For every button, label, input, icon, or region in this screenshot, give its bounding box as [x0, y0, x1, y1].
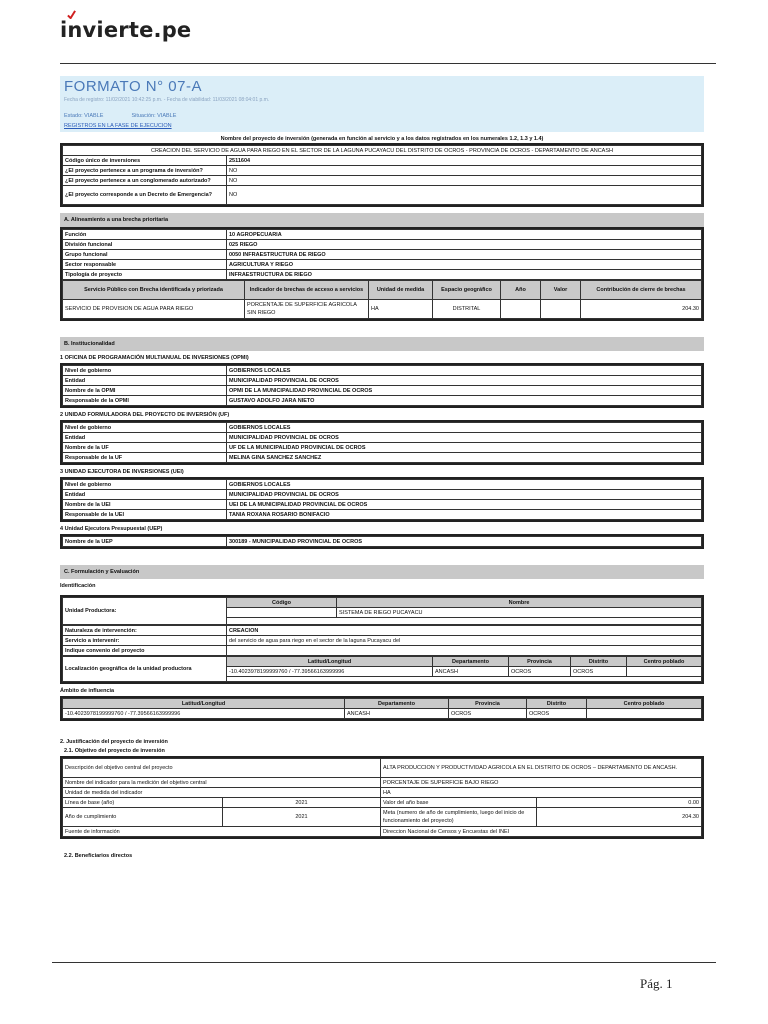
cell: 204.30 — [581, 300, 702, 319]
table-row — [63, 537, 702, 547]
header-cell: Departamento — [345, 699, 449, 709]
cell: SERVICIO DE PROVISION DE AGUA PARA RIEGO — [63, 300, 245, 319]
value-cell: TANIA ROXANA ROSARIO BONIFACIO — [227, 510, 702, 520]
label-cell: Nivel de gobierno — [63, 480, 227, 490]
label-cell: Año de cumplimiento — [63, 808, 223, 827]
value-cell: Direccion Nacional de Censos y Encuestas del INEI — [381, 827, 702, 837]
table-row — [63, 778, 702, 788]
value-cell: GUSTAVO ADOLFO JARA NIETO — [227, 396, 702, 406]
table-row — [63, 166, 702, 176]
cell: OCROS — [509, 667, 571, 677]
cell: OCROS — [449, 709, 527, 719]
label-cell: Nombre de la UEP — [63, 537, 227, 547]
form-header — [60, 76, 704, 132]
table-row — [63, 366, 702, 376]
table-row — [63, 808, 702, 827]
table-row — [63, 646, 702, 656]
table-row — [63, 480, 702, 490]
table-row — [63, 827, 702, 837]
form-dates: Fecha de registro: 11/02/2021 10:42:25 p.m. - Fecha de viabilidad: 11/03/2021 08:04:01 p.m. — [64, 97, 270, 103]
unidad-productora-table — [62, 597, 702, 625]
identificacion-frame — [60, 595, 704, 684]
section-a-frame — [60, 227, 704, 321]
situacion-text: Situación: VIABLE — [131, 113, 177, 119]
project-name-caption: Nombre del proyecto de inversión (generada en función al servicio y a los datos registrados en los numerales 1.2, 1.3 y 1.4) — [220, 136, 544, 142]
value-cell: 300189 - MUNICIPALIDAD PROVINCIAL DE OCROS — [227, 537, 702, 547]
cell: OCROS — [527, 709, 587, 719]
table-row — [63, 709, 702, 719]
header-cell: Nombre — [337, 598, 702, 608]
value-cell: NO — [227, 176, 702, 186]
section-c-title: C. Formulación y Evaluación — [60, 565, 704, 579]
logo-text: invierte.pe — [60, 18, 192, 42]
section-b-title: B. Institucionalidad — [60, 337, 704, 351]
table-row — [63, 626, 702, 636]
uei-title: 3 UNIDAD EJECUTORA DE INVERSIONES (UEI) — [60, 469, 184, 475]
table-row — [63, 453, 702, 463]
header-cell: Contribución de cierre de brechas — [581, 281, 702, 300]
table-row — [63, 798, 702, 808]
label-cell: Nombre de la OPMI — [63, 386, 227, 396]
label-cell: Nombre del indicador para la medición del objetivo central — [63, 778, 381, 788]
header-cell: Centro poblado — [627, 657, 702, 667]
label-cell: Descripción del objetivo central del proyecto — [63, 759, 381, 778]
formato-sheet — [60, 76, 704, 861]
label-cell: Servicio a intervenir: — [63, 636, 227, 646]
table-row — [63, 260, 702, 270]
cell — [587, 709, 702, 719]
project-name-row — [63, 146, 702, 156]
spacer-cell — [227, 618, 702, 625]
label-cell: Valor del año base — [381, 798, 537, 808]
value-cell: 025 RIEGO — [227, 240, 702, 250]
ambito-table — [62, 698, 702, 719]
label-cell: Responsable de la OPMI — [63, 396, 227, 406]
label-cell: ¿El proyecto corresponde a un Decreto de Emergencia? — [63, 186, 227, 205]
value-cell: INFRAESTRUCTURA DE RIEGO — [227, 270, 702, 280]
table-row — [63, 500, 702, 510]
value-cell: 0050 INFRAESTRUCTURA DE RIEGO — [227, 250, 702, 260]
header-cell: Departamento — [433, 657, 509, 667]
label-cell: Nivel de gobierno — [63, 366, 227, 376]
value-cell: MUNICIPALIDAD PROVINCIAL DE OCROS — [227, 433, 702, 443]
value-cell: GOBIERNOS LOCALES — [227, 423, 702, 433]
table-row — [63, 240, 702, 250]
label-cell: Responsable de la UEI — [63, 510, 227, 520]
label-cell: ¿El proyecto pertenece a un programa de inversión? — [63, 166, 227, 176]
general-table — [62, 145, 702, 205]
value-cell: GOBIERNOS LOCALES — [227, 480, 702, 490]
label-cell: Nombre de la UF — [63, 443, 227, 453]
cell: HA — [369, 300, 433, 319]
cell — [541, 300, 581, 319]
value-cell: NO — [227, 166, 702, 176]
table-row — [63, 176, 702, 186]
value-cell: CREACION — [227, 626, 702, 636]
uep-frame — [60, 534, 704, 549]
label-cell: Grupo funcional — [63, 250, 227, 260]
cell: ANCASH — [345, 709, 449, 719]
table-row — [63, 386, 702, 396]
section-a-title: A. Alineamiento a una brecha prioritaria — [60, 213, 704, 227]
header-cell: Latitud/Longitud — [227, 657, 433, 667]
table-row — [63, 156, 702, 166]
header-cell: Provincia — [509, 657, 571, 667]
label-cell: Localización geográfica de la unidad productora — [63, 657, 227, 682]
value-cell: 2021 — [223, 798, 381, 808]
ambito-frame — [60, 696, 704, 721]
header-cell: Valor — [541, 281, 581, 300]
beneficiarios-title: 2.2. Beneficiarios directos — [64, 853, 133, 859]
cell — [501, 300, 541, 319]
uf-table — [62, 422, 702, 463]
objetivo-frame — [60, 756, 704, 839]
value-cell — [227, 646, 702, 656]
label-cell: Unidad de medida del indicador — [63, 788, 381, 798]
uep-table — [62, 536, 702, 547]
cell — [227, 608, 337, 618]
brecha-header-row — [63, 281, 702, 300]
label-cell: Indique convenio del proyecto — [63, 646, 227, 656]
invierte-logo — [60, 18, 191, 42]
table-row — [63, 636, 702, 646]
value-cell: UEI DE LA MUNICIPALIDAD PROVINCIAL DE OCROS — [227, 500, 702, 510]
label-cell: Responsable de la UF — [63, 453, 227, 463]
label-cell: Meta (numero de año de cumplimiento, luego del inicio de funcionamiento del proyecto) — [381, 808, 537, 827]
label-cell: Nivel de gobierno — [63, 423, 227, 433]
table-row — [63, 376, 702, 386]
label-cell: Entidad — [63, 490, 227, 500]
uf-title: 2 UNIDAD FORMULADORA DEL PROYECTO DE INVERSIÓN (UF) — [60, 412, 230, 418]
header-rule — [60, 63, 716, 64]
footer-rule — [52, 962, 716, 963]
table-row — [63, 250, 702, 260]
objetivo-table — [62, 758, 702, 837]
justificacion-title: 2. Justificación del proyecto de inversión — [60, 739, 168, 745]
value-cell: PORCENTAJE DE SUPERFICIE BAJO RIEGO — [381, 778, 702, 788]
table-row — [63, 423, 702, 433]
form-status — [64, 113, 204, 119]
header-cell: Indicador de brechas de acceso a servicios — [245, 281, 369, 300]
value-cell: OPMI DE LA MUNICIPALIDAD PROVINCIAL DE OCROS — [227, 386, 702, 396]
table-row — [63, 788, 702, 798]
value-cell: MUNICIPALIDAD PROVINCIAL DE OCROS — [227, 376, 702, 386]
table-row — [63, 230, 702, 240]
table-row — [63, 598, 702, 608]
value-cell: NO — [227, 186, 702, 205]
table-row — [63, 433, 702, 443]
cell: DISTRITAL — [433, 300, 501, 319]
cell: -10.4023978199999760 / -77.39566163999996 — [63, 709, 345, 719]
value-cell: HA — [381, 788, 702, 798]
value-cell: GOBIERNOS LOCALES — [227, 366, 702, 376]
alineamiento-table — [62, 229, 702, 280]
value-cell: 204.30 — [537, 808, 702, 827]
intervencion-table — [62, 625, 702, 656]
header-cell: Latitud/Longitud — [63, 699, 345, 709]
label-cell: División funcional — [63, 240, 227, 250]
label-cell: Fuente de información — [63, 827, 381, 837]
label-cell: Función — [63, 230, 227, 240]
label-cell: Entidad — [63, 433, 227, 443]
table-row — [63, 396, 702, 406]
spacer-cell — [227, 677, 702, 682]
value-cell: AGRICULTURA Y RIEGO — [227, 260, 702, 270]
ambito-title: Ámbito de influencia — [60, 688, 115, 694]
cell: PORCENTAJE DE SUPERFICIE AGRICOLA SIN RIEGO — [245, 300, 369, 319]
objetivo-title: 2.1. Objetivo del proyecto de inversión — [64, 748, 165, 754]
table-row — [63, 510, 702, 520]
brecha-row — [63, 300, 702, 319]
label-cell: Naturaleza de intervención: — [63, 626, 227, 636]
header-cell: Distrito — [571, 657, 627, 667]
cell: ANCASH — [433, 667, 509, 677]
value-cell: UF DE LA MUNICIPALIDAD PROVINCIAL DE OCROS — [227, 443, 702, 453]
table-row — [63, 759, 702, 778]
value-cell: 10 AGROPECUARIA — [227, 230, 702, 240]
logo-mark-icon — [67, 10, 76, 19]
page-number: Pág. 1 — [640, 976, 673, 991]
opmi-frame — [60, 363, 704, 408]
label-cell: ¿El proyecto pertenece a un conglomerado autorizado? — [63, 176, 227, 186]
header-cell: Código — [227, 598, 337, 608]
value-cell: MUNICIPALIDAD PROVINCIAL DE OCROS — [227, 490, 702, 500]
form-title: FORMATO N° 07-A — [64, 78, 202, 95]
label-cell: Código único de inversiones — [63, 156, 227, 166]
header-cell: Provincia — [449, 699, 527, 709]
table-row — [63, 443, 702, 453]
cell: -10.4023978199999760 / -77.39566163999996 — [227, 667, 433, 677]
value-cell: 2511604 — [227, 156, 702, 166]
table-row — [63, 699, 702, 709]
header-cell: Espacio geográfico — [433, 281, 501, 300]
project-name-cell: CREACION DEL SERVICIO DE AGUA PARA RIEGO EN EL SECTOR DE LA LAGUNA PUCAYACU DEL DISTRITO DE OCROS - PROVINCIA DE OCROS - DEPARTAMENTO DE ANCASH — [63, 146, 702, 156]
value-cell: 2021 — [223, 808, 381, 827]
value-cell: MELINA GINA SANCHEZ SANCHEZ — [227, 453, 702, 463]
value-cell: ALTA PRODUCCION Y PRODUCTIVIDAD AGRICOLA EN EL DISTRITO DE OCROS – DEPARTAMENTO DE ANCASH. — [381, 759, 702, 778]
header-cell: Año — [501, 281, 541, 300]
uep-title: 4 Unidad Ejecutora Presupuestal (UEP) — [60, 526, 163, 532]
uei-table — [62, 479, 702, 520]
label-cell: Entidad — [63, 376, 227, 386]
cell: OCROS — [571, 667, 627, 677]
localizacion-table — [62, 656, 702, 682]
uei-frame — [60, 477, 704, 522]
label-cell: Unidad Productora: — [63, 598, 227, 625]
estado-text: Estado: VIABLE — [64, 113, 104, 119]
value-cell: 0.00 — [537, 798, 702, 808]
registros-link[interactable]: REGISTROS EN LA FASE DE EJECUCION — [64, 123, 172, 129]
brecha-table — [62, 280, 702, 319]
table-row — [63, 270, 702, 280]
cell — [627, 667, 702, 677]
header-cell: Unidad de medida — [369, 281, 433, 300]
label-cell: Nombre de la UEI — [63, 500, 227, 510]
header-cell: Centro poblado — [587, 699, 702, 709]
uf-frame — [60, 420, 704, 465]
header-cell: Servicio Público con Brecha identificada y priorizada — [63, 281, 245, 300]
identificacion-title: Identificación — [60, 583, 96, 589]
label-cell: Tipología de proyecto — [63, 270, 227, 280]
general-frame — [60, 143, 704, 207]
cell: SISTEMA DE RIEGO PUCAYACU — [337, 608, 702, 618]
header-cell: Distrito — [527, 699, 587, 709]
table-row — [63, 490, 702, 500]
label-cell: Línea de base (año) — [63, 798, 223, 808]
opmi-table — [62, 365, 702, 406]
label-cell: Sector responsable — [63, 260, 227, 270]
value-cell: del servicio de agua para riego en el sector de la laguna Pucayacu del — [227, 636, 702, 646]
table-row — [63, 657, 702, 667]
table-row — [63, 186, 702, 205]
opmi-title: 1 OFICINA DE PROGRAMACIÓN MULTIANUAL DE INVERSIONES (OPMI) — [60, 355, 249, 361]
